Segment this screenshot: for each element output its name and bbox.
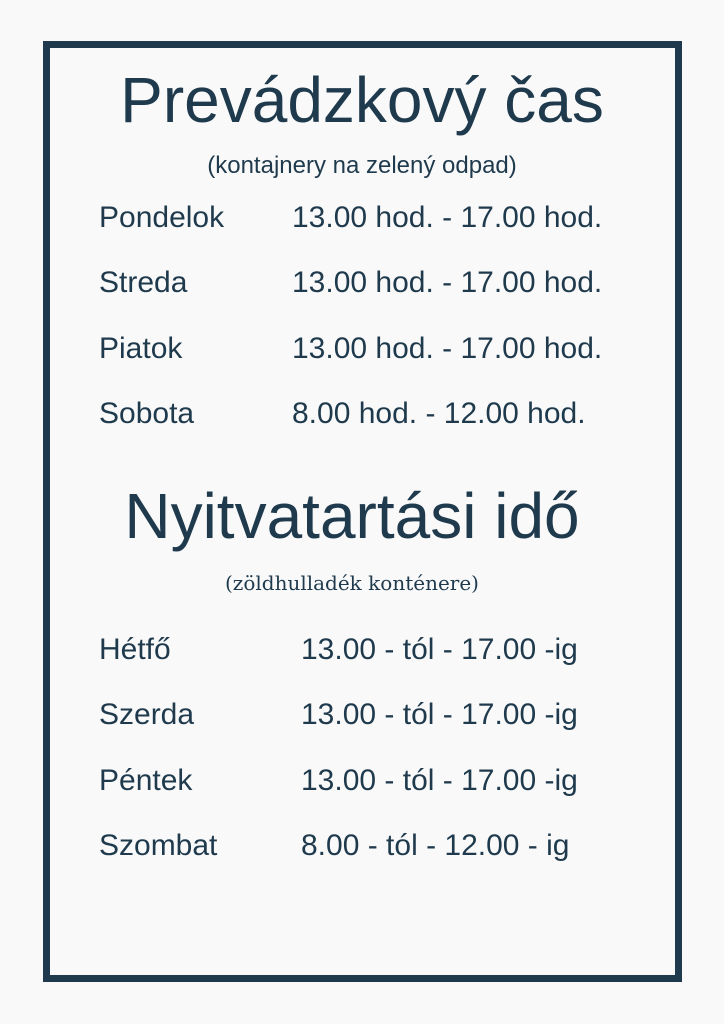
section2-day-2: Szerda	[99, 698, 195, 731]
section2-day-4: Szombat	[99, 829, 218, 862]
section1-day-2: Streda	[99, 266, 188, 299]
section1-time-2: 13.00 hod. - 17.00 hod.	[292, 266, 603, 299]
section1-day-3: Piatok	[99, 332, 183, 365]
section2-day-3: Péntek	[99, 764, 193, 797]
section1-day-1: Pondelok	[99, 201, 225, 234]
section1-time-4: 8.00 hod. - 12.00 hod.	[292, 397, 586, 430]
section1-subtitle: (kontajnery na zelený odpad)	[207, 152, 517, 179]
section2-time-4: 8.00 - tól - 12.00 - ig	[301, 829, 570, 862]
section1-title: Prevádzkový čas	[120, 64, 604, 136]
section1-time-1: 13.00 hod. - 17.00 hod.	[292, 201, 603, 234]
section2-time-1: 13.00 - tól - 17.00 -ig	[301, 633, 578, 666]
section2-time-2: 13.00 - tól - 17.00 -ig	[301, 698, 578, 731]
section2-day-1: Hétfő	[99, 633, 171, 666]
section2-subtitle: (zöldhulladék konténere)	[224, 571, 479, 595]
section1-day-4: Sobota	[99, 397, 195, 430]
section2-time-3: 13.00 - tól - 17.00 -ig	[301, 764, 578, 797]
section1-time-3: 13.00 hod. - 17.00 hod.	[292, 332, 603, 365]
section2-title: Nyitvatartási idő	[124, 480, 580, 552]
